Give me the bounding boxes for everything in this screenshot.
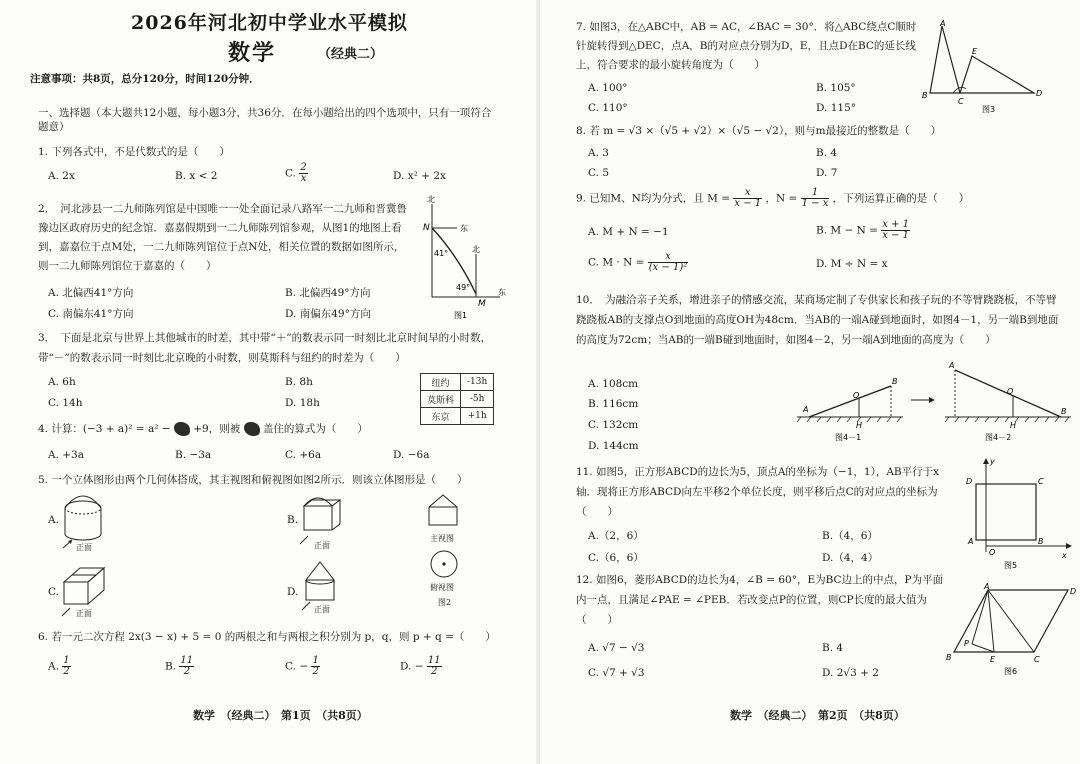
q7-option-b: B. 105° — [816, 82, 856, 94]
angle-49-label: 49° — [456, 283, 471, 292]
q9-stem: 9. 已知M、N均为分式，且 M = $\frac{x}{x - 1}$ ，N = $\frac{1}{1 - x}$ ，下列运算正确的是（ ） — [576, 187, 970, 209]
main-view-label: 主视图 — [430, 534, 454, 543]
q7-option-a: A. 100° — [588, 82, 628, 94]
q4-stem: 4. 计算：(−3 + a)² = a² − +9，则被 盖住的算式为（ ） — [38, 423, 368, 435]
q5-stem: 5. 一个立体图形由两个几何体搭成，其主视图和俯视图如图2所示．则该立体图形是（ ） — [38, 474, 468, 486]
q4-option-a: A. +3a — [48, 449, 84, 461]
q11-option-a: A.（2，6） — [588, 530, 644, 542]
q7-option-d: D. 115° — [816, 102, 857, 114]
q1-stem: 1. 下列各式中，不是代数式的是（ ） — [38, 146, 230, 158]
fig5-o: O — [989, 548, 996, 557]
q8-option-a: A. 3 — [588, 147, 609, 159]
fig6-c: C — [1034, 655, 1040, 664]
q5-solid-c — [58, 560, 128, 618]
east-label-2: 东 — [498, 288, 506, 297]
fig6-d: D — [1070, 587, 1077, 596]
q3-option-c: C. 14h — [48, 397, 83, 409]
section-1-heading: 一、选择题（本大题共12小题，每小题3分，共36分．在每小题给出的四个选项中，只有一项符合题意） — [38, 107, 492, 133]
exam-title: 2026年河北初中学业水平模拟 — [131, 12, 408, 34]
north-label-1: 北 — [427, 195, 435, 204]
q5-option-d: D. — [287, 586, 299, 598]
q2-option-c: C. 南偏东41°方向 — [48, 308, 134, 320]
fig5-x: x — [1062, 551, 1067, 560]
fig6-b: B — [946, 653, 952, 662]
fig4-2-a: A — [949, 361, 955, 370]
q10-option-a: A. 108cm — [588, 378, 639, 390]
fig5-c: C — [1038, 477, 1044, 486]
q9-option-c: C. M · N = $\frac{x}{\text{(x − 1)²}}$ — [588, 251, 688, 273]
q6-option-a: A. $\frac{1}{2}$ — [48, 655, 70, 677]
fig5-d: D — [966, 477, 973, 486]
q2-option-d: D. 南偏东49°方向 — [285, 308, 371, 320]
fig4-1-b: B — [892, 377, 898, 386]
q1-option-a: A. 2x — [48, 170, 75, 182]
q3-option-a: A. 6h — [48, 376, 76, 388]
q1-option-c: C. $\frac{2}{x}$ — [285, 162, 307, 184]
q5-front-label-d: 正面 — [314, 605, 330, 614]
fig5-b: B — [1038, 537, 1044, 546]
fig5-a: A — [968, 537, 974, 546]
figure-2-caption: 图2 — [438, 598, 452, 607]
time-difference-table — [420, 373, 494, 425]
q5-front-label-b: 正面 — [314, 541, 330, 550]
q12-option-b: B. 4 — [822, 642, 844, 654]
q8-stem: 8. 若 m = √3 ×（√5 + √2）×（√5 − √2），则与m最接近的整数是（ ） — [576, 125, 942, 137]
q12-option-c: C. √7 + √3 — [588, 667, 645, 679]
figure-4-seesaw — [795, 360, 1075, 446]
q8-option-c: C. 5 — [588, 167, 610, 179]
q11-option-c: C.（6，6） — [588, 552, 644, 564]
figure-6-caption: 图6 — [1004, 667, 1018, 676]
q8-option-d: D. 7 — [816, 167, 838, 179]
figure-1-caption: 图1 — [454, 311, 468, 320]
q10-option-c: C. 132cm — [588, 419, 639, 431]
point-n-label: N — [423, 223, 430, 233]
figure-4-1-caption: 图4－1 — [835, 433, 862, 442]
fig4-1-a: A — [803, 405, 809, 414]
q5-solid-b — [296, 488, 356, 548]
q12-option-a: A. √7 − √3 — [588, 642, 645, 654]
q9-option-b: B. M − N = $\frac{x + 1}{x - 1}$ — [816, 219, 910, 241]
table-row: 莫斯科 -5h — [421, 391, 494, 408]
fig3-a: A — [940, 19, 946, 28]
q3-option-d: D. 18h — [285, 397, 320, 409]
ink-blot-icon — [244, 422, 260, 436]
table-row: 东京 +1h — [421, 408, 494, 425]
exam-page-2 — [540, 0, 1080, 764]
fig3-e: E — [972, 47, 978, 56]
fig4-1-h: H — [856, 421, 863, 430]
q6-option-d: D. − $\frac{11}{2}$ — [400, 655, 441, 677]
fig6-a: A — [984, 582, 990, 591]
edition-label: （经典二） — [318, 47, 384, 62]
figure-5-square — [962, 456, 1072, 572]
q7-option-c: C. 110° — [588, 102, 628, 114]
q1-option-b: B. x < 2 — [175, 170, 218, 182]
q10-option-d: D. 144cm — [588, 440, 639, 452]
notice: 注意事项：共8页，总分120分，时间120分钟． — [30, 73, 260, 85]
q5-option-a: A. — [48, 514, 59, 526]
figure-1-map — [412, 192, 512, 322]
q12-stem: 12. 如图6，菱形ABCD的边长为4，∠B = 60°，E为BC边上的中点，P为平面内一点，且满足∠PAE = ∠PEB．若改变点P的位置，则CP长度的最大值为（ ） — [576, 574, 944, 626]
q5-front-label-c: 正面 — [76, 609, 92, 618]
q5-main-view — [425, 493, 461, 533]
fig4-2-b: B — [1061, 407, 1067, 416]
top-view-label: 俯视图 — [430, 583, 454, 592]
q11-option-d: D.（4，4） — [822, 552, 879, 564]
q11-option-b: B.（4，6） — [822, 530, 878, 542]
figure-4-2-caption: 图4－2 — [985, 433, 1012, 442]
ink-blot-icon — [174, 422, 190, 436]
q4-option-d: D. −6a — [393, 449, 430, 461]
figure-5-caption: 图5 — [1004, 561, 1018, 570]
q9-option-d: D. M ÷ N = x — [816, 258, 888, 270]
q2-stem: 2． 河北涉县一二九师陈列馆是中国唯一一处全面记录八路军一二九师和晋冀鲁豫边区政府历史的纪念馆．嘉嘉假期到一二九师陈列馆参观，从图1的地图上看到，嘉嘉位于点M处，一二九师陈列馆位于点N处，相关位置的数据如图所示，则一二九师陈列馆位于嘉嘉的（ ） — [38, 203, 407, 272]
q4-option-b: B. −3a — [175, 449, 212, 461]
q6-option-b: B. $\frac{11}{2}$ — [165, 655, 194, 677]
page-footer-2: 数学 （经典二） 第2页 （共8页） — [730, 709, 905, 722]
q5-top-view — [428, 548, 460, 580]
figure-6-rhombus — [944, 580, 1078, 680]
fig6-e: E — [990, 655, 996, 664]
fig4-1-o: O — [853, 391, 860, 400]
fig5-y: y — [990, 457, 995, 466]
q3-stem: 3． 下面是北京与世界上其他城市的时差，其中带“＋”的数表示同一时刻比北京时间早的小时数，带“－”的数表示同一时刻比北京晚的小时数，则莫斯科与纽约的时差为（ ） — [38, 332, 492, 364]
q5-option-c: C. — [48, 586, 59, 598]
q4-option-c: C. +6a — [285, 449, 322, 461]
fig3-c: C — [958, 97, 964, 106]
q6-option-c: C. − $\frac{1}{2}$ — [285, 655, 319, 677]
north-label-2: 北 — [472, 245, 480, 254]
q8-option-b: B. 4 — [816, 147, 838, 159]
fig3-b: B — [922, 91, 928, 100]
q6-stem: 6. 若一元二次方程 2x(3 − x) + 5 = 0 的两根之和与两根之积分别为 p，q，则 p + q =（ ） — [38, 631, 496, 643]
fig6-p: P — [964, 639, 969, 648]
fig4-2-o: O — [1007, 387, 1014, 396]
q7-stem: 7. 如图3，在△ABC中，AB = AC，∠BAC = 30°．将△ABC绕点C顺时针旋转得到△DEC，点A，B的对应点分别为D，E，且点D在BC的延长线上，符合要求的最小旋转角度为（ ） — [576, 21, 917, 71]
q10-stem: 10． 为融洽亲子关系，增进亲子的情感交流，某商场定制了专供家长和孩子玩的不等臂跷跷板，不等臂跷跷板AB的支撑点O到地面的高度OH为48cm．当AB的一端A碰到地面时，如图4－1，另一端B到地面的高度为72cm；当AB的一端B碰到地面时，如图4－2，另一端A到地面的高度为（ ） — [576, 294, 1059, 346]
q11-stem: 11. 如图5，正方形ABCD的边长为5，顶点A的坐标为（−1，1），AB平行于x轴．现将正方形ABCD向左平移2个单位长度，则平移后点C的对应点的坐标为（ ） — [576, 466, 940, 518]
figure-3-caption: 图3 — [982, 105, 996, 114]
point-m-label: M — [478, 299, 486, 309]
fig3-d: D — [1036, 89, 1043, 98]
fig4-2-h: H — [1010, 421, 1017, 430]
table-row: 纽约 -13h — [421, 374, 494, 391]
page-footer-1: 数学 （经典二） 第1页 （共8页） — [193, 709, 368, 722]
q9-option-a: A. M + N = −1 — [588, 226, 669, 238]
q10-option-b: B. 116cm — [588, 398, 639, 410]
q2-option-b: B. 北偏西49°方向 — [285, 287, 371, 299]
q3-option-b: B. 8h — [285, 376, 313, 388]
q1-option-d: D. x² + 2x — [393, 170, 446, 182]
east-label-1: 东 — [460, 224, 468, 233]
q5-option-b: B. — [287, 514, 299, 526]
q5-front-label-a: 正面 — [76, 543, 92, 552]
figure-3-triangles — [920, 18, 1060, 118]
angle-41-label: 41° — [434, 249, 449, 258]
q12-option-d: D. 2√3 + 2 — [822, 667, 879, 679]
q2-option-a: A. 北偏西41°方向 — [48, 287, 134, 299]
subject-title: 数学 — [228, 40, 277, 66]
